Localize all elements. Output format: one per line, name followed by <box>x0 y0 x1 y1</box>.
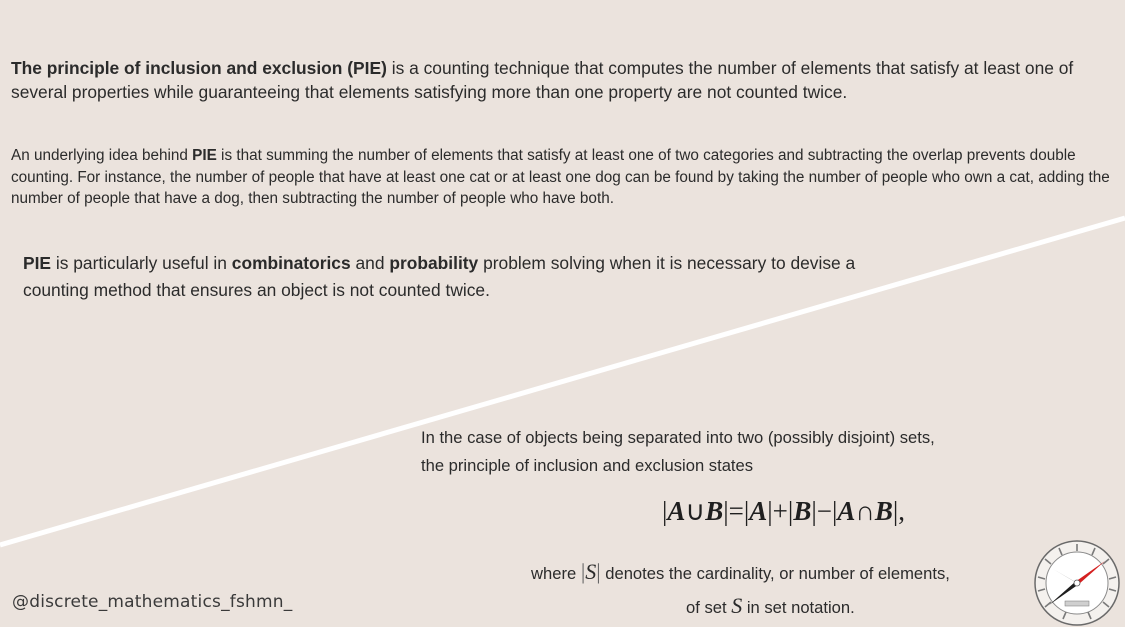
formula-bar: | <box>662 496 668 526</box>
formula-set-b: B <box>705 496 724 526</box>
formula-plus: |+| <box>767 496 794 526</box>
formula-set-a: A <box>749 496 768 526</box>
idea-text-after: is that summing the number of elements that satisfy at least one of two categories and subtracting the overlap prevents double counting. For instance, the number of people that have at least one cat or at least one dog can be found by taking the number of people who own a cat, adding the number of people that have a dog, then subtracting the number of people who have both. <box>11 147 1110 207</box>
where-pre: where <box>531 564 581 583</box>
usage-bold-combinatorics: combinatorics <box>231 253 351 273</box>
formula-end: |, <box>892 496 906 526</box>
intro-paragraph <box>11 56 1116 104</box>
formula-set-a: A <box>667 496 686 526</box>
idea-text-before: An underlying idea behind <box>11 147 193 164</box>
where-post: denotes the cardinality, or number of elements, <box>600 564 950 583</box>
usage-bold-probability: probability <box>389 253 479 273</box>
cardinality-bar: | <box>596 559 601 584</box>
where-line-1 <box>531 559 950 585</box>
usage-paragraph <box>23 250 903 304</box>
usage-text-1: is particularly useful in <box>51 253 232 273</box>
formula-set-b: B <box>793 496 812 526</box>
cardinality-bar: | <box>580 559 586 584</box>
formula-union-symbol: ∪ <box>685 496 706 526</box>
where-line-2 <box>686 593 855 619</box>
set-s-symbol: S <box>731 593 743 618</box>
formula-set-b: B <box>874 496 893 526</box>
intro-term: The principle of inclusion and exclusion (PIE) <box>11 58 387 78</box>
idea-paragraph <box>11 145 1121 210</box>
formula-minus: |−| <box>811 496 838 526</box>
statement-line-1: In the case of objects being separated into two (possibly disjoint) sets, <box>421 428 935 447</box>
statement-paragraph <box>421 424 1061 480</box>
social-handle: @discrete_mathematics_fshmn_ <box>12 592 293 612</box>
usage-text-3: problem solving when it is necessary to devise a counting method that ensures an object is not counted twice. <box>23 253 856 300</box>
where-line2-post: in set notation. <box>742 598 855 617</box>
formula-intersection-symbol: ∩ <box>855 496 875 526</box>
where-line2-pre: of set <box>686 598 732 617</box>
set-s-symbol: S <box>585 559 597 584</box>
pie-formula <box>662 496 905 527</box>
statement-line-2: the principle of inclusion and exclusion states <box>421 456 754 475</box>
formula-set-a: A <box>837 496 856 526</box>
usage-term: PIE <box>23 253 52 273</box>
idea-term: PIE <box>192 147 217 164</box>
intro-text: is a counting technique that computes the number of elements that satisfy at least one of several properties while guaranteeing that elements satisfying more than one property are not counted twice. <box>11 58 1074 102</box>
formula-equals: |=| <box>723 496 750 526</box>
university-seal-icon <box>1033 539 1121 627</box>
usage-text-2: and <box>350 253 390 273</box>
